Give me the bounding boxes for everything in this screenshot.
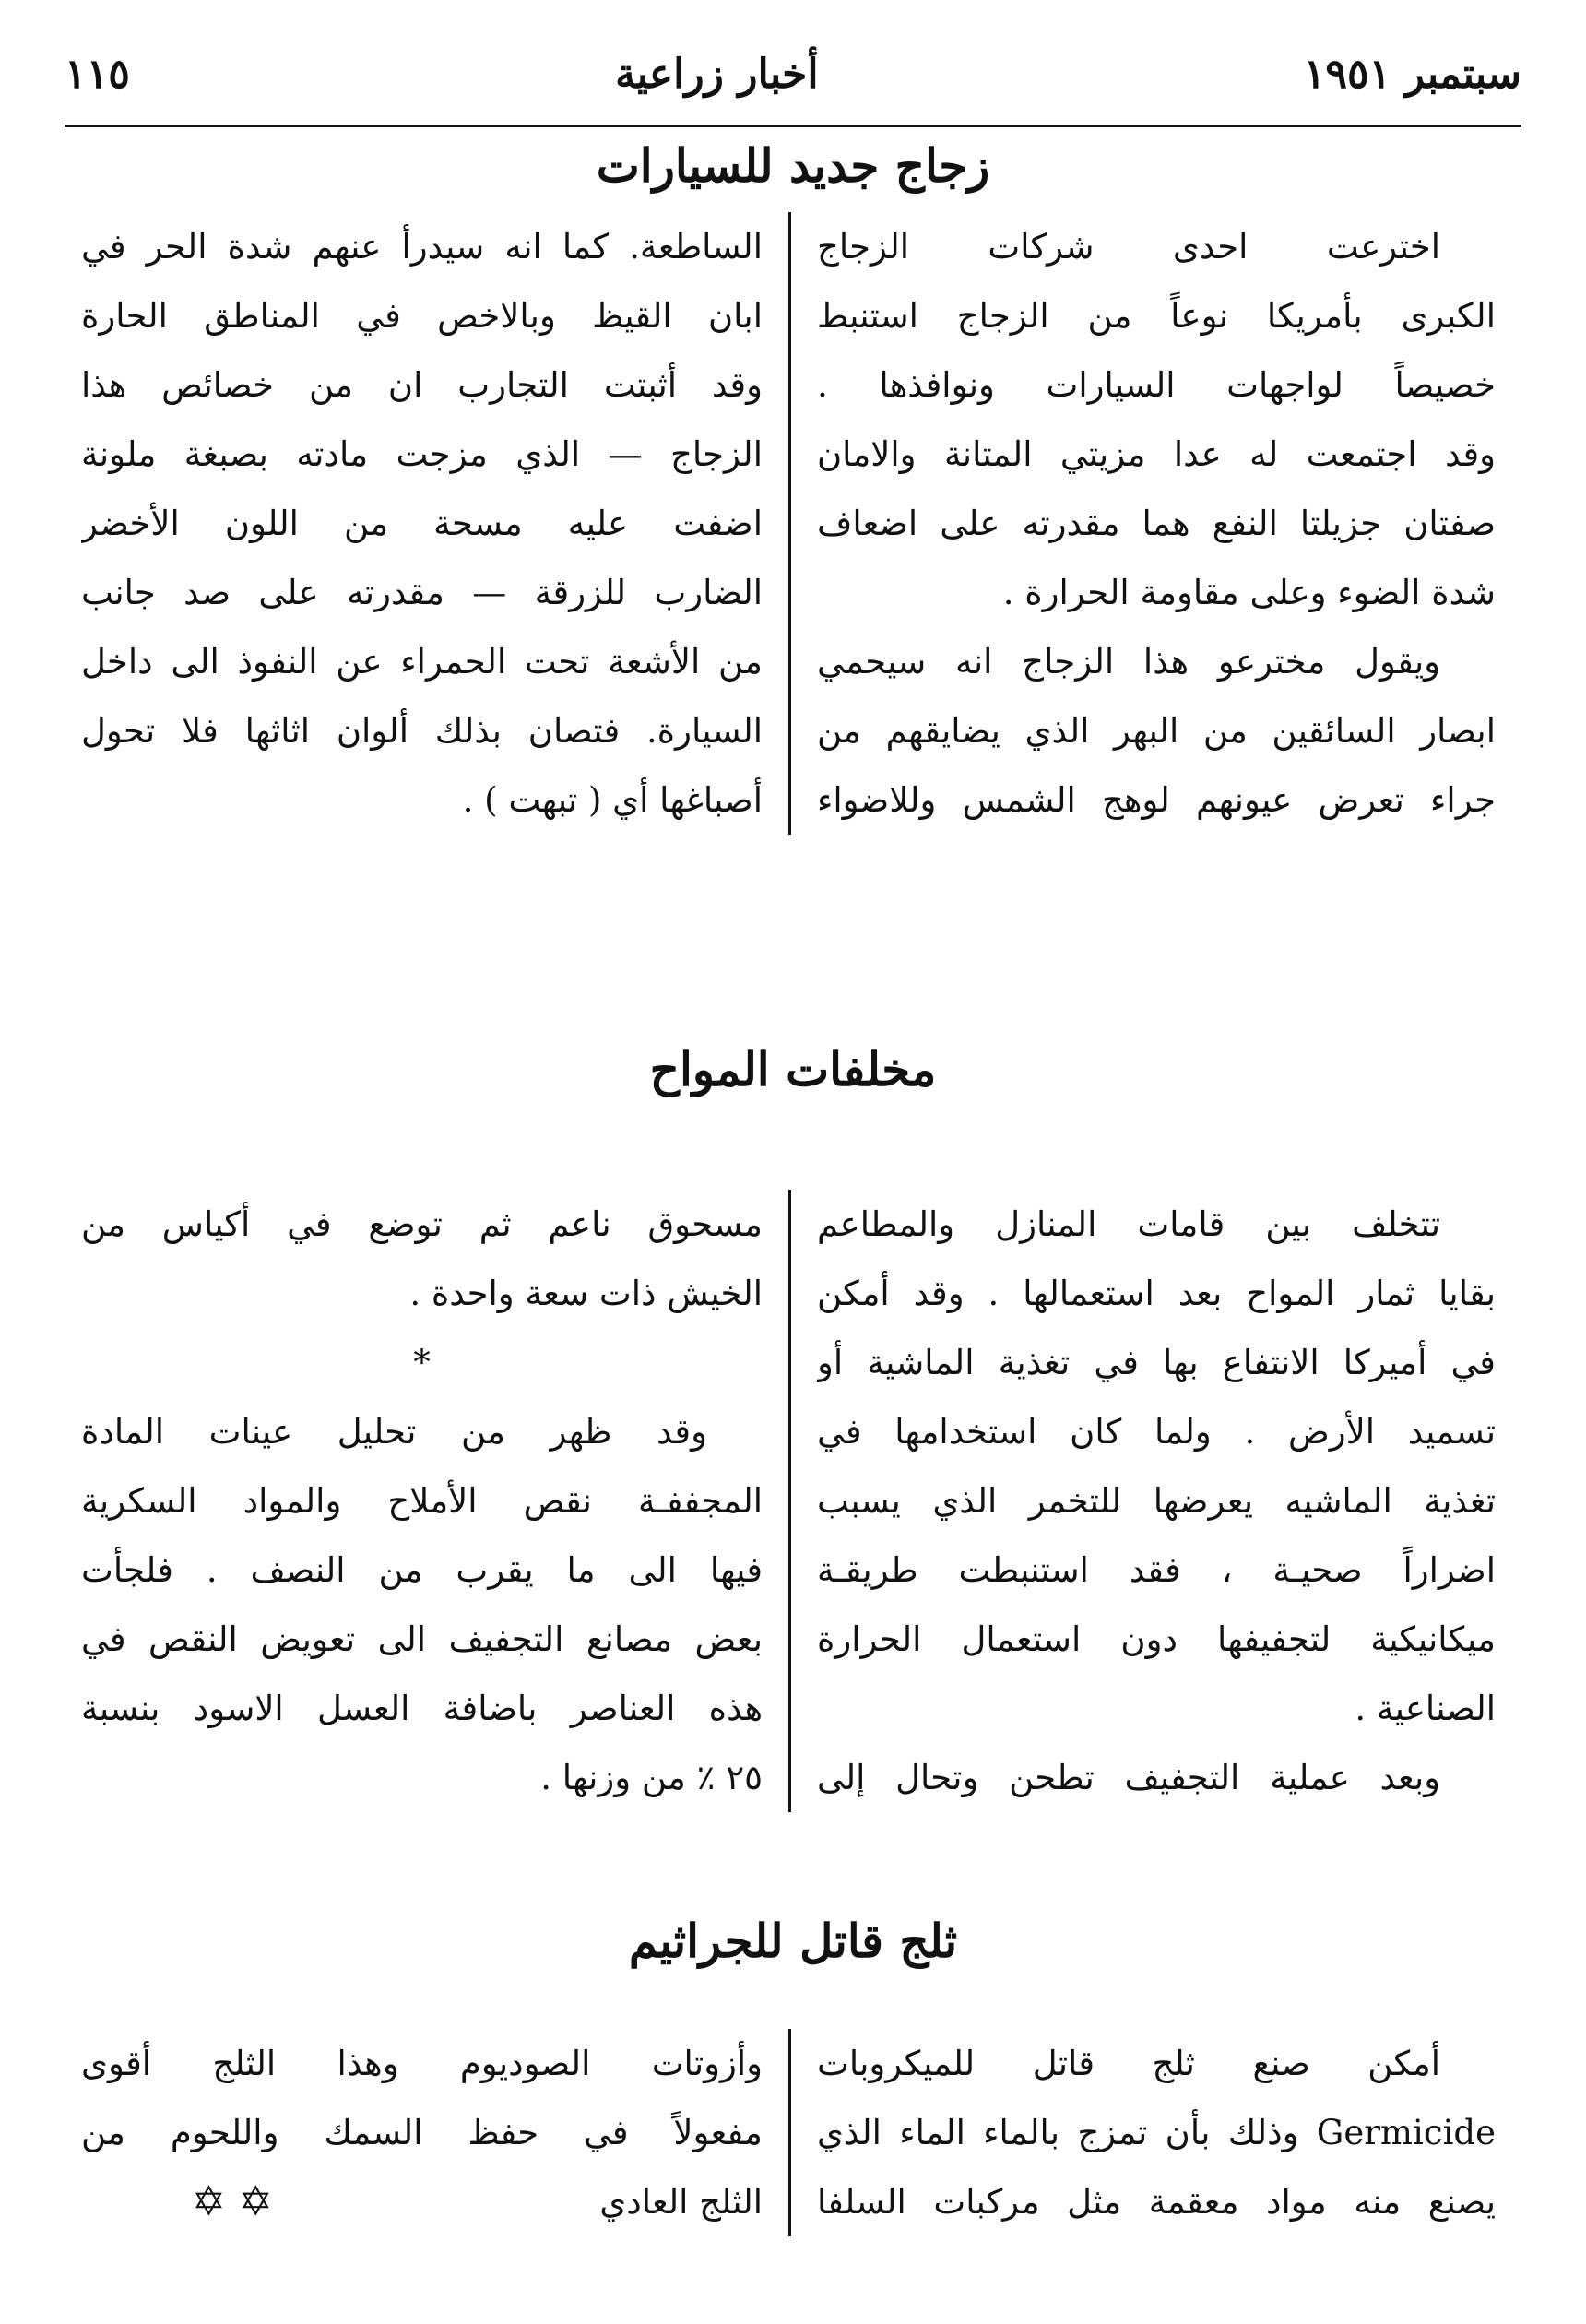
page-header [65, 37, 1521, 111]
text-line: وقد أثبتت التجارب ان من خصائص هذا [81, 365, 763, 405]
text-line: الساطعة. كما انه سيدرأ عنهم شدة الحر في [81, 227, 763, 267]
article-glass-left-column [55, 212, 788, 835]
text-line: الزجاج — الذي مزجت مادته بصبغة ملونة [81, 434, 763, 474]
end-mark: ✡ ✡ [192, 2178, 273, 2225]
text-line: Germicide وذلك بأن تمزج بالماء الماء الذي [817, 2113, 1496, 2152]
text-line: من الأشعة تحت الحمراء عن النفوذ الى داخل [81, 642, 763, 682]
header-rule [65, 125, 1521, 127]
article-ice-columns [55, 2029, 1521, 2236]
text-line: اضراراً صحيـة ، فقد استنبطت طريقـة [817, 1550, 1496, 1590]
text-line: تتخلف بين قامات المنازل والمطاعم [817, 1204, 1440, 1244]
text-line: الكبرى بأمريكا نوعاً من الزجاج استنبط [817, 296, 1496, 336]
text-line: مسحوق ناعم ثم توضع في أكياس من [81, 1204, 763, 1244]
article-title-ice: ثلج قاتل للجراثيم [628, 1914, 958, 1968]
text-line: السيارة. فتصان بذلك ألوان اثاثها فلا تحول [81, 711, 763, 751]
text-line: خصيصاً لواجهات السيارات ونوافذها . [817, 365, 1496, 405]
text-line: جراء تعرض عيونهم لوهج الشمس وللاضواء [817, 780, 1496, 820]
article-ice-right-column [788, 2029, 1521, 2236]
text-line: أمكن صنع ثلج قاتل للميكروبات [817, 2044, 1440, 2083]
article-title-waste: مخلفات المواح [649, 1042, 937, 1097]
text-line: هذه العناصر باضافة العسل الاسود بنسبة [81, 1689, 763, 1728]
journal-title: أخبار زراعية [615, 50, 819, 98]
issue-date: سبتمبر ١٩٥١ [1303, 50, 1521, 98]
text-line: الصناعية . [1355, 1689, 1496, 1728]
text-line: الضارب للزرقة — مقدرته على صد جانب [81, 573, 763, 612]
text-line: وقد ظهر من تحليل عينات المادة [81, 1412, 707, 1452]
text-line: وأزوتات الصوديوم وهذا الثلج أقوى [81, 2044, 763, 2083]
article-title-glass: زجاج جديد للسيارات [596, 138, 990, 193]
text-line: اضفت عليه مسحة من اللون الأخضر [81, 504, 763, 543]
article-waste-left-column [55, 1190, 788, 1812]
section-separator: * [413, 1343, 431, 1382]
text-line: فيها الى ما يقرب من النصف . فلجأت [81, 1550, 763, 1590]
text-line: يصنع منه مواد معقمة مثل مركبات السلفا [817, 2182, 1496, 2222]
article-waste-columns [55, 1190, 1521, 1812]
article-glass-columns [55, 212, 1521, 835]
text-line: ابصار السائقين من البهر الذي يضايقهم من [817, 711, 1496, 751]
page-number: ١١٥ [65, 50, 130, 98]
text-line: مفعولاً في حفظ السمك واللحوم من [81, 2113, 763, 2152]
text-line: أصباغها أي ( تبهت ) . [462, 780, 763, 820]
article-glass-right-column [788, 212, 1521, 835]
text-line: بعض مصانع التجفيف الى تعويض النقص في [81, 1619, 763, 1659]
text-line: ويقول مخترعو هذا الزجاج انه سيحمي [817, 642, 1440, 682]
text-line: تسميد الأرض . ولما كان استخدامها في [817, 1412, 1496, 1452]
article-ice-left-column [55, 2029, 788, 2236]
text-line: صفتان جزيلتا النفع هما مقدرته على اضعاف [817, 504, 1496, 543]
text-line: وقد اجتمعت له عدا مزيتي المتانة والامان [817, 434, 1496, 474]
article-waste-right-column [788, 1190, 1521, 1812]
text-line: في أميركا الانتفاع بها في تغذية الماشية أو [817, 1343, 1496, 1382]
text-line: اخترعت احدى شركات الزجاج [817, 227, 1440, 267]
text-line: ميكانيكية لتجفيفها دون استعمال الحرارة [817, 1619, 1496, 1659]
text-line: وبعد عملية التجفيف تطحن وتحال إلى [817, 1758, 1440, 1797]
text-line: الثلج العادي [599, 2182, 763, 2222]
text-line: ٢٥ ٪ من وزنها . [540, 1758, 763, 1797]
text-line: تغذية الماشيه يعرضها للتخمر الذي يسبب [817, 1481, 1496, 1521]
text-line: الخيش ذات سعة واحدة . [409, 1274, 763, 1313]
text-line: شدة الضوء وعلى مقاومة الحرارة . [1002, 573, 1496, 612]
text-line: بقايا ثمار المواح بعد استعمالها . وقد أمكن [817, 1274, 1496, 1313]
text-line: ابان القيظ وبالاخص في المناطق الحارة [81, 296, 763, 336]
text-line: المجففـة نقص الأملاح والمواد السكرية [81, 1481, 763, 1521]
